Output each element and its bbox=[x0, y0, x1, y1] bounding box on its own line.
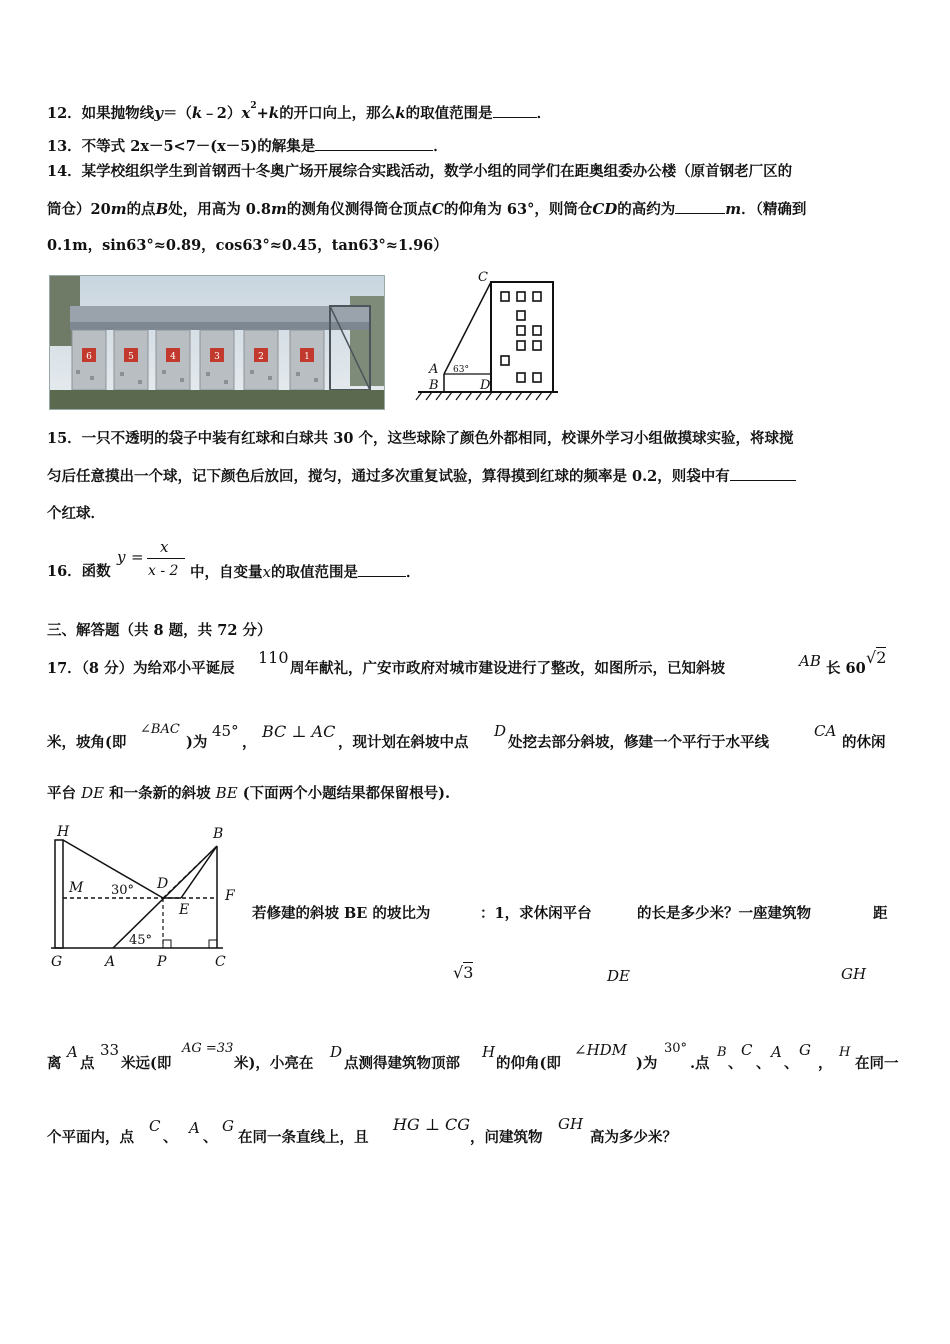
fraction-bar bbox=[147, 558, 185, 559]
question-15-line1: 15．一只不透明的袋子中装有红球和白球共 30 个，这些球除了颜色外都相同，校课外学习小组做摸球实验，将球搅 bbox=[47, 430, 794, 447]
question-15-line3: 个红球． bbox=[47, 505, 105, 522]
fraction-denominator: x - 2 bbox=[148, 563, 179, 579]
silo-sign: 1 bbox=[304, 352, 310, 362]
label-M: M bbox=[69, 880, 84, 896]
segment-AB: AB bbox=[799, 652, 821, 670]
label-D: D bbox=[157, 876, 169, 892]
answer-blank[interactable] bbox=[493, 103, 537, 118]
question-17-line3: 平台 DE 和一条新的斜坡 BE (下面两个小题结果都保留根号). bbox=[47, 784, 450, 802]
question-14-line3: 0.1m，sin63°≈0.89，cos63°≈0.45，tan63°≈1.96） bbox=[47, 237, 448, 254]
number-110: 110 bbox=[258, 648, 289, 667]
question-17-line2: 米，坡角(即 bbox=[47, 734, 127, 751]
question-14-line1: 14．某学校组织学生到首钢西十冬奥广场开展综合实践活动，数学小组的同学们在距奥组委办公楼（原首钢老厂区的 bbox=[47, 163, 793, 180]
slope-diagram bbox=[45, 820, 245, 970]
question-17-line6: 个平面内，点 bbox=[47, 1129, 134, 1146]
label-F: F bbox=[225, 888, 235, 904]
question-12: 12．如果抛物线$y=(k﹣2)x^2+k$的开口向上，那么k的取值范围是 ． bbox=[47, 101, 552, 122]
angle-30: 30° bbox=[111, 883, 135, 898]
question-15-line2: 匀后任意摸出一个球，记下颜色后放回，搅匀，通过多次重复试验，算得摸到红球的频率是 0.2，则袋中有 bbox=[47, 466, 796, 487]
question-17-part1-text: 若修建的斜坡 BE 的坡比为 bbox=[252, 905, 431, 922]
section-heading: 三、解答题（共 8 题，共 72 分） bbox=[47, 622, 272, 639]
answer-blank[interactable] bbox=[358, 562, 406, 577]
label-C: C bbox=[215, 954, 226, 970]
label-E: E bbox=[179, 902, 190, 918]
question-14-line2: 筒仓）20m的点B处，用高为 0.8m的测角仪测得筒仓顶点C的仰角为 63°，则筒仓CD的高约为 m．（精确到 bbox=[47, 200, 807, 218]
question-17-line5: 离 bbox=[47, 1055, 62, 1072]
question-16-rest: 中，自变量x的取值范围是 ． bbox=[190, 563, 421, 581]
silo-diagram bbox=[408, 268, 568, 408]
question-13: 13．不等式 2x－5<7－(x－5)的解集是 ． bbox=[47, 138, 448, 155]
silo-building-photo bbox=[49, 275, 385, 410]
fraction-numerator: x bbox=[160, 538, 169, 556]
question-17-line1: 17．（8 分）为给邓小平诞辰 bbox=[47, 660, 235, 677]
label-H: H bbox=[57, 824, 70, 840]
label-G: G bbox=[51, 954, 63, 970]
answer-blank[interactable] bbox=[675, 199, 725, 214]
angle-label: 63° bbox=[453, 365, 469, 375]
label-P: P bbox=[157, 954, 167, 970]
label-B: B bbox=[213, 826, 224, 842]
answer-blank[interactable] bbox=[315, 136, 433, 151]
silo-sign: 5 bbox=[128, 352, 134, 362]
label-C: C bbox=[478, 270, 488, 285]
function-y: y bbox=[117, 548, 126, 566]
label-A: A bbox=[105, 954, 116, 970]
question-16: 16．函数 bbox=[47, 563, 111, 580]
label-B: B bbox=[429, 378, 439, 393]
angle-45: 45° bbox=[129, 933, 153, 948]
silo-sign: 6 bbox=[86, 352, 92, 362]
silo-sign: 3 bbox=[214, 352, 220, 362]
label-A: A bbox=[429, 362, 439, 377]
answer-blank[interactable] bbox=[730, 466, 796, 481]
silo-sign: 4 bbox=[170, 352, 176, 362]
equals: = bbox=[131, 548, 144, 566]
silo-sign: 2 bbox=[258, 352, 264, 362]
sqrt-sign: √2 bbox=[866, 648, 887, 667]
label-D: D bbox=[480, 378, 491, 393]
sqrt3: √3 bbox=[453, 963, 474, 982]
